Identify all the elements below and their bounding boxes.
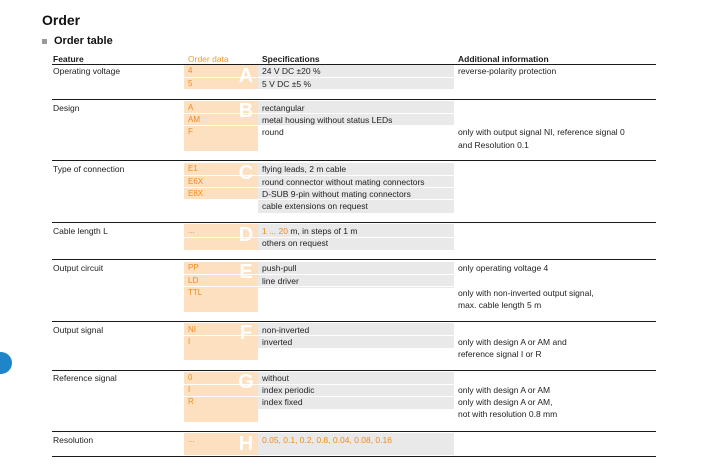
- spec-text: [262, 226, 357, 236]
- additional-info: max. cable length 5 m: [458, 300, 542, 310]
- additional-info: not with resolution 0.8 mm: [458, 409, 558, 419]
- row-divider: [184, 274, 454, 275]
- spec-text: push-pull: [262, 263, 297, 273]
- additional-info: only operating voltage 4: [458, 263, 549, 273]
- section-divider: [52, 259, 656, 260]
- feature-label: Resolution: [53, 435, 94, 445]
- header-feature: Feature: [53, 54, 84, 64]
- section-divider: [52, 99, 656, 100]
- order-code: LD: [188, 276, 199, 285]
- row-divider: [184, 77, 454, 78]
- additional-info: and Resolution 0.1: [458, 140, 529, 150]
- spec-text: D-SUB 9-pin without mating connectors: [262, 189, 411, 199]
- spec-text: 24 V DC ±20 %: [262, 66, 321, 76]
- order-code: ...: [188, 226, 195, 235]
- order-code: I: [188, 337, 191, 346]
- section-divider: [52, 370, 656, 371]
- spec-text: round connector without mating connectors: [262, 177, 425, 187]
- spec-rest: m, in steps of 1 m: [288, 226, 358, 236]
- row-divider: [184, 175, 454, 176]
- spec-highlight: 1 ... 20: [262, 226, 288, 236]
- row-divider: [184, 187, 454, 188]
- section-divider: [52, 321, 656, 322]
- section-letter: A: [238, 65, 254, 87]
- spec-text: without: [262, 373, 289, 383]
- order-code: ...: [188, 435, 195, 444]
- row-divider: [184, 125, 454, 126]
- spec-text: metal housing without status LEDs: [262, 115, 393, 125]
- feature-label: Output signal: [53, 325, 104, 335]
- additional-info: only with non-inverted output signal,: [458, 288, 594, 298]
- square-bullet-icon: [42, 39, 47, 44]
- header-additional-info: Additional information: [458, 54, 549, 64]
- section-letter: H: [238, 433, 254, 455]
- spec-text: round: [262, 127, 284, 137]
- order-code: NI: [188, 325, 196, 334]
- additional-info: only with output signal NI, reference signal 0: [458, 127, 625, 137]
- row-divider: [184, 286, 454, 287]
- section-subtitle: [42, 35, 113, 47]
- order-code: F: [188, 127, 193, 136]
- spec-text: non-inverted: [262, 325, 310, 335]
- section-letter: B: [238, 100, 254, 122]
- section-letter: F: [239, 322, 253, 344]
- spec-text: rectangular: [262, 103, 305, 113]
- order-code: TTL: [188, 288, 203, 297]
- spec-text: index periodic: [262, 385, 315, 395]
- section-letter: D: [238, 224, 254, 246]
- spec-text: 5 V DC ±5 %: [262, 79, 312, 89]
- row-divider: [184, 199, 454, 200]
- additional-info: only with design A or AM,: [458, 397, 553, 407]
- section-letter: E: [239, 261, 253, 283]
- row-divider: [184, 113, 454, 114]
- order-code: E1: [188, 164, 198, 173]
- feature-label: Type of connection: [53, 164, 125, 174]
- spec-text: others on request: [262, 238, 329, 248]
- feature-label: Cable length L: [53, 226, 108, 236]
- section-divider: [52, 160, 656, 161]
- feature-label: Output circuit: [53, 263, 104, 273]
- feature-label: Reference signal: [53, 373, 117, 383]
- order-code: R: [188, 397, 194, 406]
- side-tab-circle[interactable]: [0, 352, 12, 374]
- spec-text: index fixed: [262, 397, 303, 407]
- spec-text: line driver: [262, 276, 299, 286]
- header-specifications: Specifications: [262, 54, 320, 64]
- section-divider: [52, 222, 656, 223]
- spec-text: cable extensions on request: [262, 201, 368, 211]
- row-divider: [184, 396, 454, 397]
- section-divider: [52, 431, 656, 432]
- additional-info: only with design A or AM and: [458, 337, 567, 347]
- section-letter: C: [238, 162, 254, 184]
- subtitle-text: Order table: [54, 35, 113, 47]
- page-title: Order: [42, 12, 81, 28]
- order-code: 4: [188, 66, 193, 75]
- spec-text: 0.05, 0.1, 0.2, 0.8, 0.04, 0.08, 0.16: [262, 435, 392, 445]
- section-letter: G: [238, 371, 254, 393]
- order-code: PP: [188, 263, 199, 272]
- section-divider: [52, 456, 656, 457]
- order-code: E8X: [188, 189, 204, 198]
- order-code: 0: [188, 373, 193, 382]
- order-code: A: [188, 103, 194, 112]
- order-code: 5: [188, 79, 193, 88]
- order-code: AM: [188, 115, 200, 124]
- additional-info: reverse-polarity protection: [458, 66, 557, 76]
- feature-label: Operating voltage: [53, 66, 121, 76]
- additional-info: only with design A or AM: [458, 385, 551, 395]
- additional-info: reference signal I or R: [458, 349, 542, 359]
- row-divider: [184, 384, 454, 385]
- feature-label: Design: [53, 103, 80, 113]
- spec-text: inverted: [262, 337, 293, 347]
- order-code: E6X: [188, 177, 204, 186]
- spec-text: flying leads, 2 m cable: [262, 164, 347, 174]
- header-order-data: Order data: [188, 54, 229, 64]
- row-divider: [184, 335, 454, 336]
- order-code: I: [188, 385, 191, 394]
